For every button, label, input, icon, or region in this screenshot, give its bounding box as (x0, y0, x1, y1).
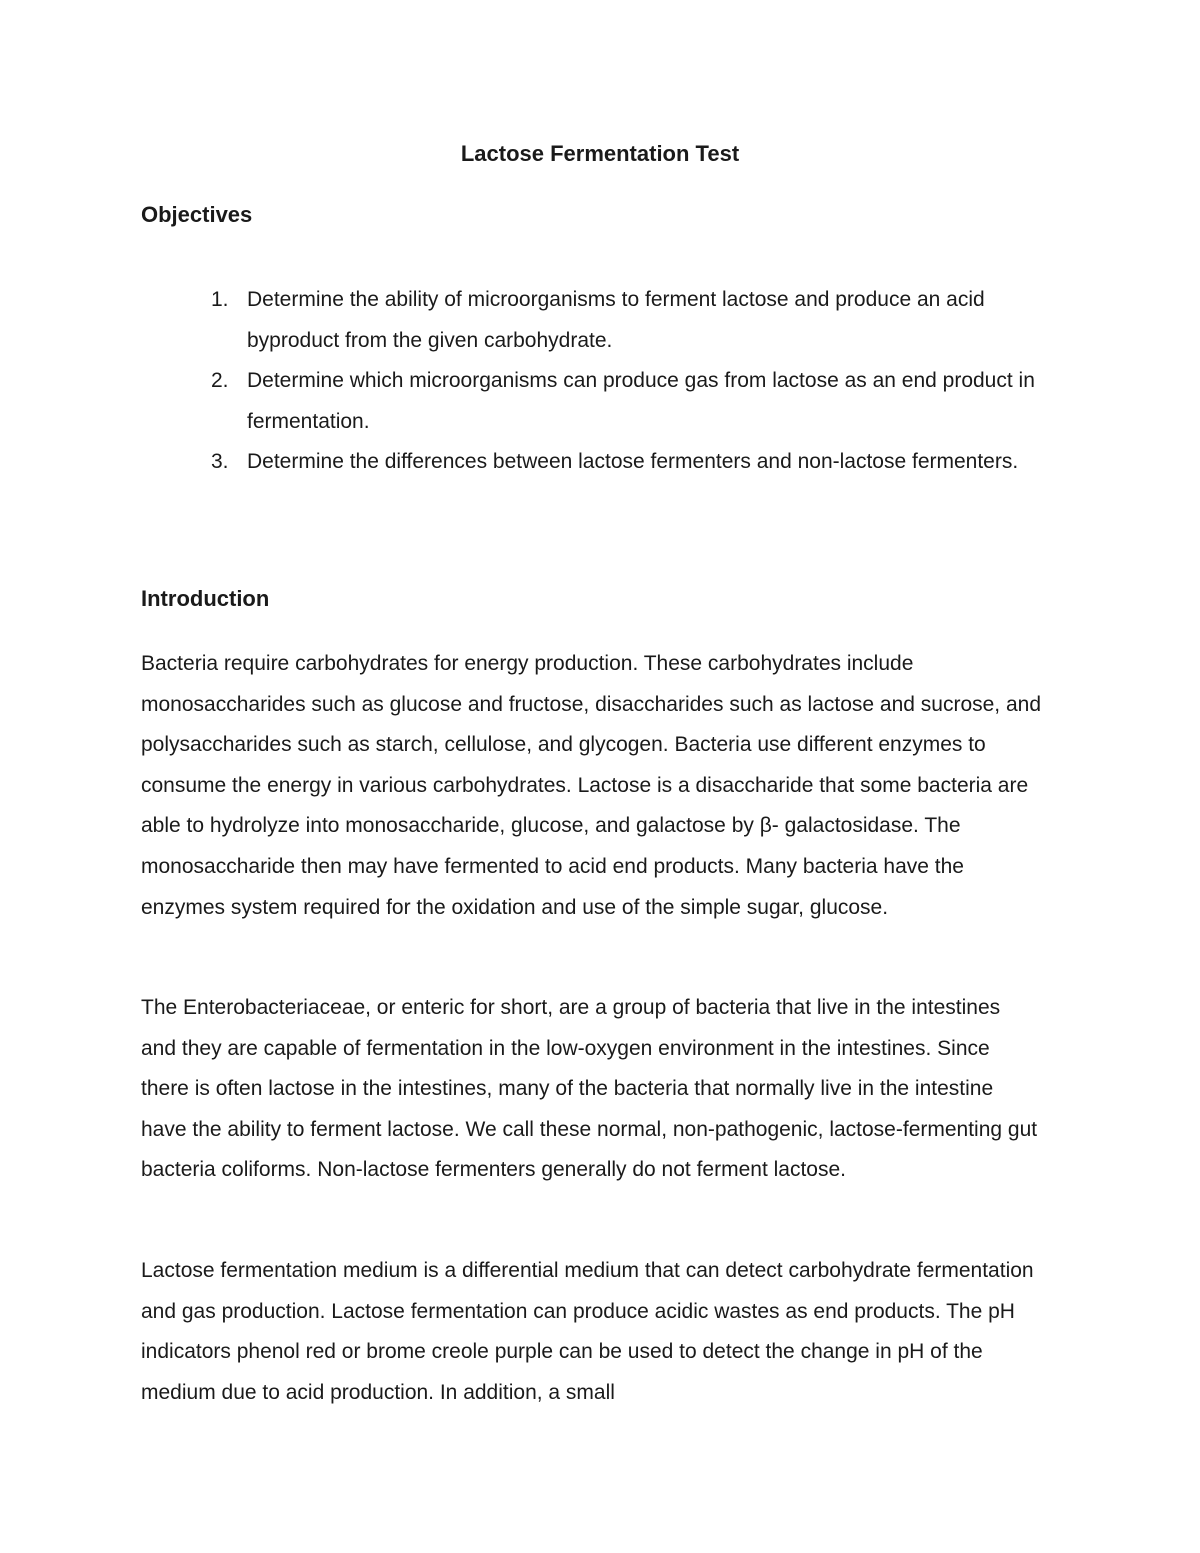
list-item-text: Determine the differences between lactose fermenters and non-lactose fermenters. (247, 450, 1019, 474)
list-item-number: 2. (211, 369, 229, 393)
paragraph: The Enterobacteriaceae, or enteric for short, are a group of bacteria that live in the intestines and they are capable of fermentation in the low-oxygen environment in the intestines. Since there is often lactose in the intestines, many of the bacteria that normally live in the intestine have the ability to ferment lactose. We call these normal, non-pathogenic, lactose-fermenting gut bacteria coliforms. Non-lactose fermenters generally do not ferment lactose. (141, 996, 1038, 1182)
list-item (141, 280, 1041, 361)
list-item-number: 1. (211, 288, 229, 311)
objectives-list (141, 280, 1041, 483)
list-item-number: 3. (211, 450, 229, 474)
objectives-heading: Objectives (141, 202, 253, 227)
list-item-text: Determine which microorganisms can produce gas from lactose as an end product in fermentation. (247, 369, 1035, 433)
introduction-heading: Introduction (141, 586, 270, 611)
document-title: Lactose Fermentation Test (460, 141, 740, 166)
paragraph: Lactose fermentation medium is a differential medium that can detect carbohydrate fermentation and gas production. Lactose fermentation can produce acidic wastes as end products. The pH indicators phenol red or brome creole purple can be used to detect the change in pH of the medium due to acid production. In addition, a small (141, 1259, 1034, 1404)
paragraph: Bacteria require carbohydrates for energy production. These carbohydrates include monosaccharides such as glucose and fructose, disaccharides such as lactose and sucrose, and polysaccharides such as starch, cellulose, and glycogen. Bacteria use different enzymes to consume the energy in various carbohydrates. Lactose is a disaccharide that some bacteria are able to hydrolyze into monosaccharide, glucose, and galactose by β- galactosidase. The monosaccharide then may have fermented to acid end products. Many bacteria have the enzymes system required for the oxidation and use of the simple sugar, glucose. (141, 652, 1042, 919)
list-item-text: Determine the ability of microorganisms to ferment lactose and produce an acid byproduct from the given carbohydrate. (247, 288, 985, 352)
list-item (141, 442, 1041, 483)
list-item (141, 361, 1041, 442)
